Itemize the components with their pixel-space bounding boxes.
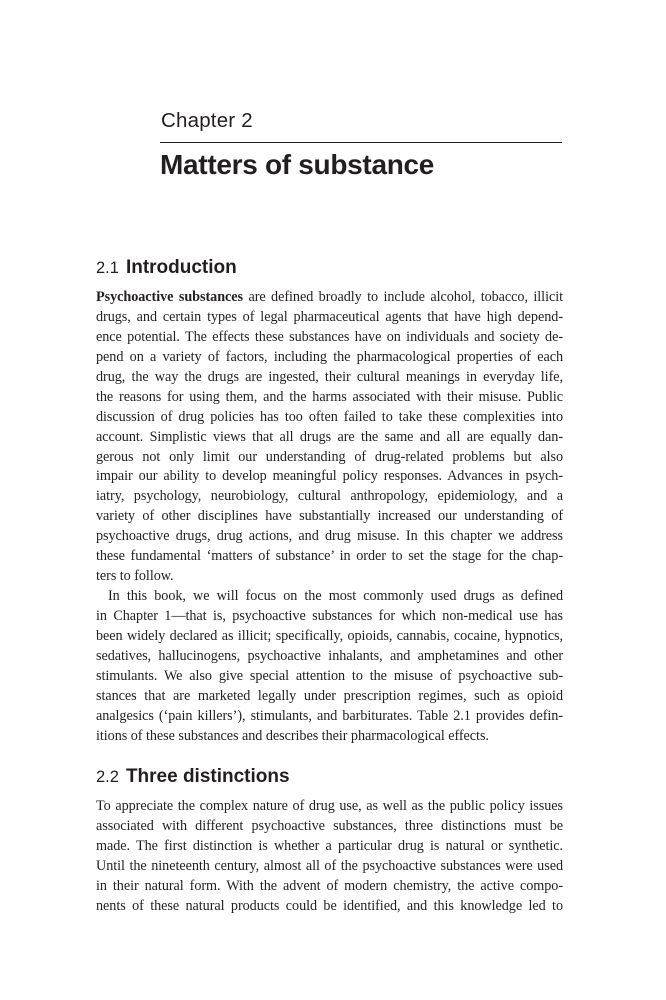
section-introduction-body <box>96 288 563 747</box>
lead-term: Psychoactive substances <box>96 289 243 305</box>
text-line: sedatives, hallucinogens, psychoactive inhalants, and amphetamines and other <box>96 647 563 664</box>
text-line: itions of these substances and describes their pharmacological effects. <box>96 727 489 744</box>
text-line: variety of other disciplines have substantially increased our understanding of <box>96 508 563 525</box>
text-line: the reasons for using them, and the harms associated with their misuse. Public <box>96 388 563 405</box>
text-line <box>96 288 563 308</box>
paragraph <box>96 288 563 587</box>
section-number: 2.1 <box>96 259 119 277</box>
section-heading-introduction <box>96 258 237 277</box>
text-line: analgesics (‘pain killers’), stimulants, and barbiturates. Table 2.1 provides defin- <box>96 707 563 724</box>
chapter-title: Matters of substance <box>160 149 435 180</box>
text-line: stimulants. We also give special attention to the misuse of psychoactive sub- <box>96 667 563 684</box>
text-line: psychoactive drugs, drug actions, and drug misuse. In this chapter we address <box>96 528 563 545</box>
section-number: 2.2 <box>96 768 119 786</box>
text-line: drug, the way the drugs are ingested, their cultural meanings in everyday life, <box>96 368 563 385</box>
line-text: are defined broadly to include alcohol, tobacco, illicit <box>243 289 563 305</box>
text-line: iatry, psychology, neurobiology, cultural anthropology, epidemiology, and a <box>96 488 563 505</box>
text-line: impair our ability to develop meaningful policy responses. Advances in psych- <box>96 468 563 485</box>
text-line: drugs, and certain types of legal pharmaceutical agents that have high depend- <box>96 308 563 325</box>
text-line: ters to follow. <box>96 568 174 585</box>
text-line: account. Simplistic views that all drugs are the same and all are equally dan- <box>96 428 563 445</box>
text-line: discussion of drug policies has too often failed to take these complexities into <box>96 408 563 425</box>
section-title: Introduction <box>125 257 237 278</box>
text-line: gerous not only limit our understanding of drug-related problems but also <box>96 448 563 465</box>
section-heading-three-distinctions <box>96 767 290 786</box>
text-line: To appreciate the complex nature of drug use, as well as the public policy issues <box>96 798 563 814</box>
text-line: nents of these natural products could be identified, and this knowledge led to <box>96 897 563 914</box>
text-line: these fundamental ‘matters of substance’ in order to set the stage for the chap- <box>96 548 563 565</box>
text-line: pend on a variety of factors, including the pharmacological properties of each <box>96 348 563 365</box>
text-line: ence potential. The effects these substances have on individuals and society de- <box>96 328 563 345</box>
chapter-rule <box>160 142 562 143</box>
section-title: Three distinctions <box>125 766 290 787</box>
text-line: associated with different psychoactive substances, three distinctions must be <box>96 817 563 834</box>
text-line: In this book, we will focus on the most commonly used drugs as defined <box>108 588 563 605</box>
text-line: made. The first distinction is whether a particular drug is natural or synthetic. <box>96 837 563 854</box>
text-line: stances that are marketed legally under prescription regimes, such as opioid <box>96 687 563 704</box>
chapter-label: Chapter 2 <box>161 109 253 132</box>
text-line: in Chapter 1—that is, psychoactive substances for which non-medical use has <box>96 608 563 624</box>
text-line: in their natural form. With the advent of modern chemistry, the active compo- <box>96 877 563 894</box>
section-three-distinctions-body <box>96 797 563 917</box>
paragraph <box>96 797 563 917</box>
text-line: been widely declared as illicit; specifically, opioids, cannabis, cocaine, hypnotics, <box>96 627 563 644</box>
text-line: Until the nineteenth century, almost all of the psychoactive substances were used <box>96 857 563 874</box>
paragraph <box>96 587 563 747</box>
